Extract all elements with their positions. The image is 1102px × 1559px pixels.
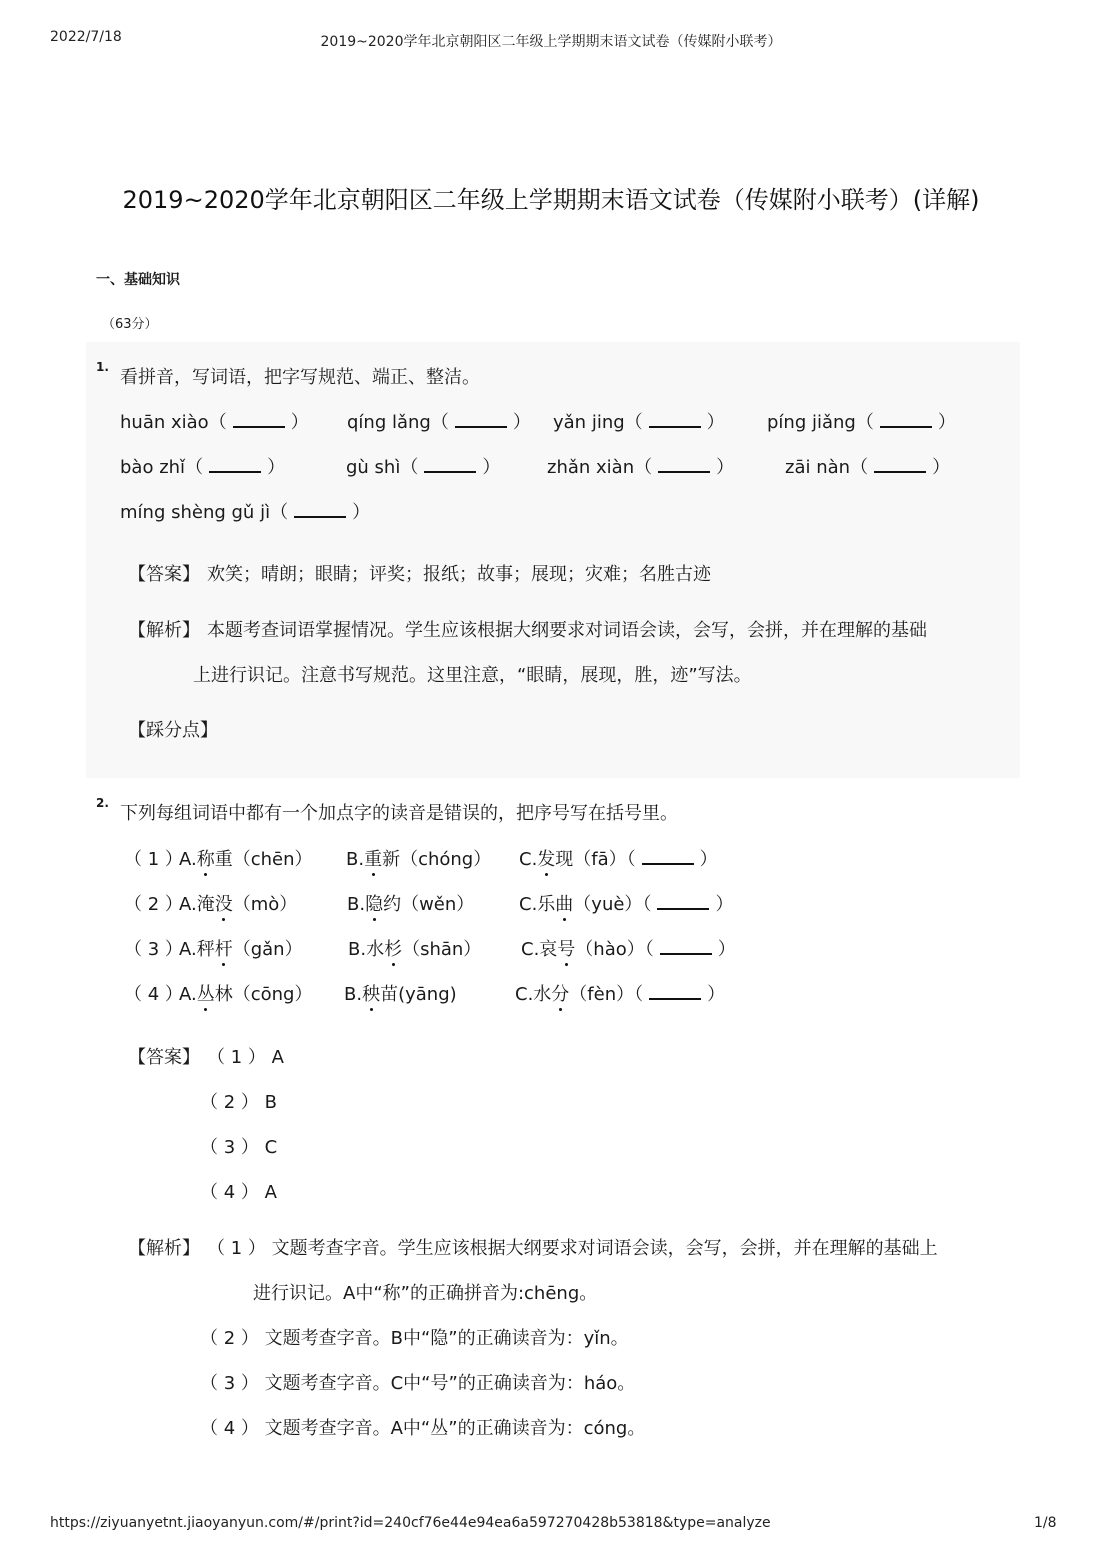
answer-blank	[660, 935, 712, 955]
answer-blank	[233, 408, 285, 428]
analysis-line: 本题考查词语掌握情况。学生应该根据大纲要求对词语会读，会写，会拼，并在理解的基础	[207, 620, 927, 641]
answer-blank	[209, 453, 261, 473]
option-b: B.隐约（wěn）	[347, 894, 475, 915]
answer-item: （ 2 ） B	[200, 1092, 277, 1113]
pinyin-item: huān xiào（ ）	[120, 408, 309, 434]
print-url: https://ziyuanyetnt.jiaoyanyun.com/#/print?id=240cf76e44e94ea6a597270428b53818&type=analyze	[50, 1515, 771, 1531]
answer-blank	[649, 980, 701, 1000]
question-1-number: 1.	[96, 360, 109, 374]
option-c: C.乐曲（yuè）（ ）	[519, 890, 733, 916]
option-b: B.重新（chóng）	[346, 849, 492, 870]
analysis-line: （ 3 ） 文题考查字音。C中“号”的正确读音为：háo。	[200, 1373, 636, 1394]
answer-blank	[658, 453, 710, 473]
option-a: A.淹没（mò）	[179, 894, 298, 915]
answer-text: 欢笑；晴朗；眼睛；评奖；报纸；故事；展现；灾难；名胜古迹	[207, 564, 711, 585]
answer-blank	[424, 453, 476, 473]
option-a: A.丛林（cōng）	[179, 984, 313, 1005]
page-title: 2019~2020学年北京朝阳区二年级上学期期末语文试卷（传媒附小联考）(详解)	[122, 186, 980, 214]
answer-blank	[642, 845, 694, 865]
pinyin-item: zāi nàn（ ）	[785, 453, 950, 479]
answer-blank	[455, 408, 507, 428]
section-heading: 一、基础知识	[96, 272, 180, 288]
pinyin-item: yǎn jing（ ）	[553, 408, 725, 434]
analysis-line: 进行识记。A中“称”的正确拼音为:chēng。	[253, 1283, 598, 1304]
option-row: （ 4 ）	[124, 984, 183, 1005]
option-b: B.水杉（shān）	[348, 939, 482, 960]
option-c: C.发现（fā）（ ）	[519, 845, 718, 871]
answer-blank	[649, 408, 701, 428]
option-row: （ 2 ）	[124, 894, 183, 915]
option-b: B.秧苗(yāng)	[344, 984, 457, 1005]
pinyin-item: míng shèng gǔ jì（ ）	[120, 498, 370, 524]
analysis-line: （ 1 ） 文题考查字音。学生应该根据大纲要求对词语会读，会写，会拼，并在理解的基础上	[207, 1238, 938, 1259]
answer-label: 【答案】	[128, 1047, 200, 1068]
answer-blank	[657, 890, 709, 910]
pinyin-item: gù shì（ ）	[346, 453, 500, 479]
analysis-label: 【解析】	[128, 1238, 200, 1259]
question-2-number: 2.	[96, 796, 109, 810]
option-c: C.水分（fèn）（ ）	[515, 980, 725, 1006]
option-a: A.秤杆（gǎn）	[179, 939, 303, 960]
pinyin-item: bào zhǐ（ ）	[120, 453, 285, 479]
option-a: A.称重（chēn）	[179, 849, 313, 870]
pinyin-item: píng jiǎng（ ）	[767, 408, 956, 434]
answer-label: 【答案】	[128, 564, 200, 585]
answer-item: （ 3 ） C	[200, 1137, 278, 1158]
print-header-title: 2019~2020学年北京朝阳区二年级上学期期末语文试卷（传媒附小联考）	[320, 34, 782, 50]
answer-blank	[294, 498, 346, 518]
answer-item: （ 1 ） A	[207, 1047, 284, 1068]
print-date: 2022/7/18	[50, 29, 122, 45]
option-row: （ 1 ）	[124, 849, 183, 870]
page-number: 1/8	[1034, 1515, 1057, 1531]
section-score: （63分）	[102, 317, 158, 332]
answer-item: （ 4 ） A	[200, 1182, 277, 1203]
option-c: C.哀号（hào）（ ）	[521, 935, 736, 961]
answer-blank	[874, 453, 926, 473]
analysis-line: 上进行识记。注意书写规范。这里注意，“眼睛，展现，胜，迹”写法。	[193, 665, 752, 686]
analysis-line: （ 4 ） 文题考查字音。A中“丛”的正确读音为：cóng。	[200, 1418, 646, 1439]
pinyin-item: zhǎn xiàn（ ）	[547, 453, 734, 479]
pinyin-item: qíng lǎng（ ）	[347, 408, 531, 434]
option-row: （ 3 ）	[124, 939, 183, 960]
scoring-points-label: 【踩分点】	[128, 720, 218, 741]
question-2-prompt: 下列每组词语中都有一个加点字的读音是错误的，把序号写在括号里。	[120, 803, 678, 824]
analysis-line: （ 2 ） 文题考查字音。B中“隐”的正确读音为：yǐn。	[200, 1328, 629, 1349]
answer-blank	[880, 408, 932, 428]
analysis-label: 【解析】	[128, 620, 200, 641]
question-1-prompt: 看拼音，写词语，把字写规范、端正、整洁。	[120, 367, 480, 388]
